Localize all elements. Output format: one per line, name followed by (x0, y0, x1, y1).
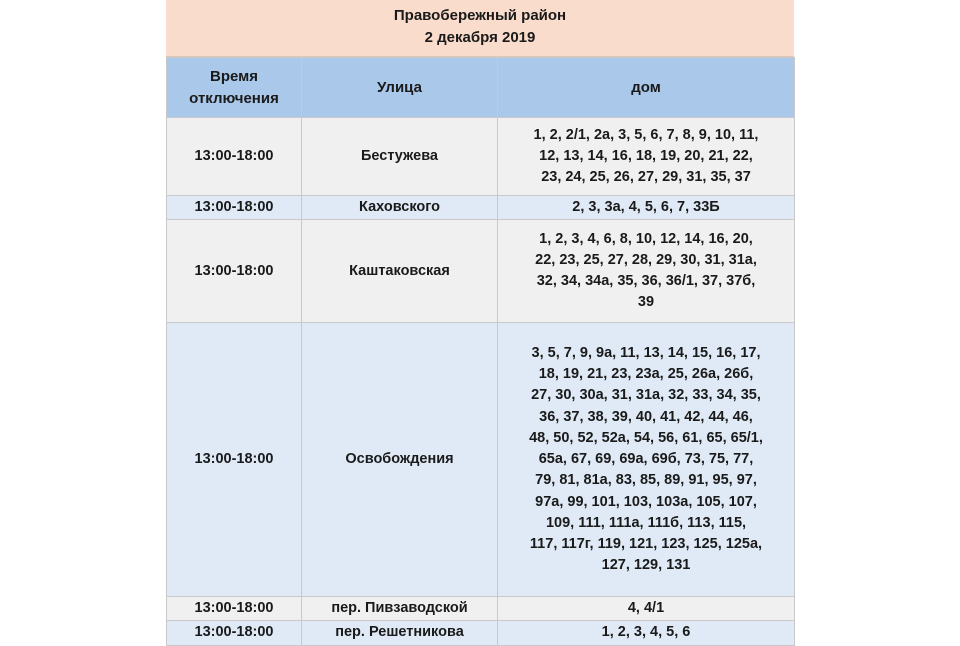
house-line: 12, 13, 14, 16, 18, 19, 20, 21, 22, (539, 147, 753, 164)
street-cell: Бестужева (302, 118, 498, 196)
outage-table-sheet (166, 0, 794, 640)
time-cell: 13:00-18:00 (167, 118, 302, 196)
house-line: 18, 19, 21, 23, 23а, 25, 26а, 26б, (538, 366, 754, 383)
time-cell: 13:00-18:00 (167, 220, 302, 323)
house-line: 22, 23, 25, 27, 28, 29, 30, 31, 31а, (535, 252, 757, 268)
house-line: 36, 37, 38, 39, 40, 41, 42, 44, 46, (539, 408, 753, 425)
house-cell (498, 196, 795, 220)
house-cell (498, 621, 795, 645)
column-header-time (167, 58, 302, 118)
time-cell: 13:00-18:00 (167, 323, 302, 597)
house-line: 2, 3, 3а, 4, 5, 6, 7, 33Б (572, 199, 720, 215)
house-line: 97а, 99, 101, 103, 103а, 105, 107, (535, 493, 757, 510)
table-row (167, 220, 795, 323)
time-cell: 13:00-18:00 (167, 597, 302, 621)
time-cell: 13:00-18:00 (167, 196, 302, 220)
house-cell (498, 597, 795, 621)
house-line: 127, 129, 131 (601, 557, 691, 574)
table-row (167, 196, 795, 220)
house-line: 3, 5, 7, 9, 9а, 11, 13, 14, 15, 16, 17, (531, 345, 761, 362)
house-line: 1, 2, 3, 4, 6, 8, 10, 12, 14, 16, 20, (539, 230, 753, 247)
table-body (167, 118, 795, 646)
house-line: 1, 2, 3, 4, 5, 6 (601, 624, 691, 641)
table-row (167, 621, 795, 645)
time-cell: 13:00-18:00 (167, 621, 302, 645)
house-line: 79, 81, 81а, 83, 85, 89, 91, 95, 97, (535, 472, 757, 489)
house-cell (498, 118, 795, 196)
house-line: 23, 24, 25, 26, 27, 29, 31, 35, 37 (541, 169, 751, 186)
column-header-street: Улица (302, 58, 498, 118)
header-row (167, 58, 795, 118)
date-title: 2 декабря 2019 (424, 29, 536, 46)
house-line: 4, 4/1 (627, 600, 665, 617)
table-row (167, 597, 795, 621)
district-title: Правобережный район (393, 7, 567, 24)
house-line: 109, 111, 111а, 111б, 113, 115, (545, 514, 747, 531)
house-cell (498, 323, 795, 597)
street-cell: Каховского (302, 196, 498, 220)
column-header-time-line: Время (210, 67, 258, 85)
column-header-time-line: отключения (189, 89, 279, 107)
table-title (166, 0, 794, 57)
house-line: 117, 117г, 119, 121, 123, 125, 125а, (529, 535, 763, 552)
outage-table (166, 57, 795, 646)
table-row (167, 323, 795, 597)
table-row (167, 118, 795, 196)
house-line: 39 (637, 294, 655, 311)
house-line: 27, 30, 30а, 31, 31а, 32, 33, 34, 35, (531, 387, 761, 404)
house-cell (498, 220, 795, 323)
house-line: 48, 50, 52, 52а, 54, 56, 61, 65, 65/1, (529, 429, 763, 446)
street-cell: Освобождения (302, 323, 498, 597)
house-line: 32, 34, 34а, 35, 36, 36/1, 37, 37б, (536, 273, 756, 290)
column-header-house: дом (498, 58, 795, 118)
street-cell: пер. Решетникова (302, 621, 498, 645)
house-line: 1, 2, 2/1, 2а, 3, 5, 6, 7, 8, 9, 10, 11, (533, 126, 759, 143)
street-cell: Каштаковская (302, 220, 498, 323)
street-cell: пер. Пивзаводской (302, 597, 498, 621)
house-line: 65а, 67, 69, 69а, 69б, 73, 75, 77, (538, 451, 754, 468)
